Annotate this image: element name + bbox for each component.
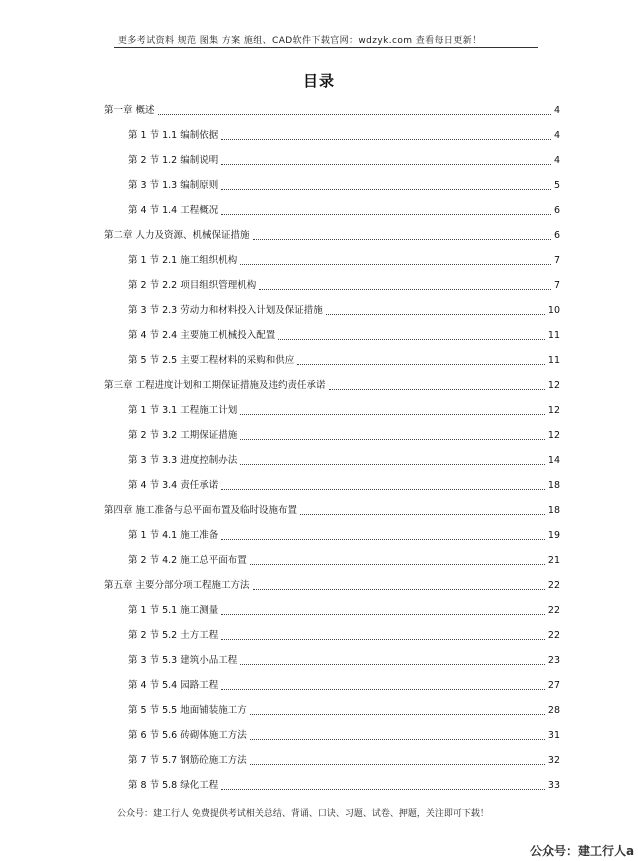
toc-section-row: [128, 324, 560, 342]
toc-dot-leader: [240, 663, 545, 665]
toc-entry-label: 第 5 节 2.5 主要工程材料的采购和供应: [128, 355, 295, 366]
toc-page-number: 33: [547, 780, 560, 791]
toc-chapter-row: [104, 99, 560, 117]
toc-section-row: [128, 199, 560, 217]
toc-page-number: 28: [547, 705, 560, 716]
toc-page-number: 4: [553, 155, 560, 166]
toc-entry-label: 第三章 工程进度计划和工期保证措施及违约责任承诺: [104, 380, 326, 391]
toc-dot-leader: [240, 413, 545, 415]
toc-page-number: 12: [547, 405, 560, 416]
toc-dot-leader: [259, 288, 551, 290]
toc-entry-label: 第 8 节 5.8 绿化工程: [128, 780, 219, 791]
toc-page-number: 22: [547, 630, 560, 641]
toc-page-number: 10: [547, 305, 560, 316]
toc-chapter-row: [104, 499, 560, 517]
toc-section-row: [128, 449, 560, 467]
toc-dot-leader: [221, 488, 545, 490]
toc-title: 目录: [302, 72, 335, 90]
toc-page-number: 19: [547, 530, 560, 541]
toc-entry-label: 第 2 节 2.2 项目组织管理机构: [128, 280, 257, 291]
toc-section-row: [128, 274, 560, 292]
toc-section-row: [128, 299, 560, 317]
toc-page-number: 22: [547, 580, 560, 591]
toc-entry-label: 第 2 节 1.2 编制说明: [128, 155, 219, 166]
toc-section-row: [128, 474, 560, 492]
toc-section-row: [128, 699, 560, 717]
toc-entry-label: 第 1 节 3.1 工程施工计划: [128, 405, 238, 416]
toc-section-row: [128, 774, 560, 792]
toc-dot-leader: [221, 538, 545, 540]
page-header-text: 更多考试资料 规范 图集 方案 施组、CAD软件下载官网：wdzyk.com 查看每日更新！: [118, 36, 482, 46]
toc-page-number: 27: [547, 680, 560, 691]
toc-dot-leader: [221, 788, 545, 790]
toc-dot-leader: [250, 713, 545, 715]
toc-page-number: 18: [547, 505, 560, 516]
toc-section-row: [128, 599, 560, 617]
toc-dot-leader: [221, 688, 545, 690]
toc-page-number: 12: [547, 430, 560, 441]
toc-entry-label: 第 3 节 3.3 进度控制办法: [128, 455, 238, 466]
toc-dot-leader: [240, 438, 545, 440]
toc-page-number: 32: [547, 755, 560, 766]
toc-entry-label: 第 4 节 5.4 园路工程: [128, 680, 219, 691]
toc-section-row: [128, 149, 560, 167]
toc-dot-leader: [158, 113, 551, 115]
toc-entry-label: 第 1 节 2.1 施工组织机构: [128, 255, 238, 266]
toc-dot-leader: [253, 588, 545, 590]
toc-entry-label: 第 4 节 1.4 工程概况: [128, 205, 219, 216]
toc-chapter-row: [104, 224, 560, 242]
toc-page-number: 11: [547, 330, 560, 341]
toc-entry-label: 第 2 节 4.2 施工总平面布置: [128, 555, 247, 566]
toc-entry-label: 第 3 节 1.3 编制原则: [128, 180, 219, 191]
toc-entry-label: 第 1 节 4.1 施工准备: [128, 530, 219, 541]
toc-page-number: 7: [553, 280, 560, 291]
toc-dot-leader: [300, 513, 545, 515]
toc-entry-label: 第 3 节 2.3 劳动力和材料投入计划及保证措施: [128, 305, 323, 316]
page-footer-text: 公众号：建工行人 免费提供考试相关总结、背诵、口诀、习题、试卷、押题，关注即可下载！: [117, 809, 489, 819]
toc-page-number: 18: [547, 480, 560, 491]
watermark: 公众号：建工行人a: [530, 844, 635, 858]
toc-section-row: [128, 724, 560, 742]
toc-entry-label: 第 6 节 5.6 砖砌体施工方法: [128, 730, 247, 741]
toc-entry-label: 第五章 主要分部分项工程施工方法: [104, 580, 250, 591]
toc-section-row: [128, 749, 560, 767]
toc-page-number: 11: [547, 355, 560, 366]
toc-entry-label: 第 3 节 5.3 建筑小品工程: [128, 655, 238, 666]
toc-section-row: [128, 424, 560, 442]
toc-section-row: [128, 249, 560, 267]
toc-dot-leader: [326, 313, 545, 315]
toc-dot-leader: [278, 338, 545, 340]
toc-entry-label: 第 2 节 5.2 土方工程: [128, 630, 219, 641]
toc-page-number: 23: [547, 655, 560, 666]
toc-entry-label: 第 1 节 1.1 编制依据: [128, 130, 219, 141]
toc-page-number: 22: [547, 605, 560, 616]
toc-dot-leader: [221, 188, 551, 190]
toc-section-row: [128, 399, 560, 417]
toc-entry-label: 第一章 概述: [104, 105, 155, 116]
toc-entry-label: 第 4 节 2.4 主要施工机械投入配置: [128, 330, 276, 341]
header-divider: [114, 47, 538, 48]
toc-entry-label: 第 7 节 5.7 钢筋砼施工方法: [128, 755, 247, 766]
toc-page-number: 5: [553, 180, 560, 191]
toc-page-number: 6: [553, 205, 560, 216]
toc-dot-leader: [221, 638, 545, 640]
toc-entry-label: 第 2 节 3.2 工期保证措施: [128, 430, 238, 441]
toc-dot-leader: [221, 138, 551, 140]
toc-page-number: 14: [547, 455, 560, 466]
toc-section-row: [128, 549, 560, 567]
toc-dot-leader: [297, 363, 545, 365]
toc-chapter-row: [104, 374, 560, 392]
toc-page-number: 31: [547, 730, 560, 741]
toc-section-row: [128, 174, 560, 192]
toc-chapter-row: [104, 574, 560, 592]
toc-entry-label: 第 1 节 5.1 施工测量: [128, 605, 219, 616]
toc-page-number: 4: [553, 105, 560, 116]
toc-page-number: 21: [547, 555, 560, 566]
toc-section-row: [128, 349, 560, 367]
toc-dot-leader: [221, 213, 551, 215]
toc-dot-leader: [329, 388, 545, 390]
toc-entry-label: 第 4 节 3.4 责任承诺: [128, 480, 219, 491]
toc-entry-label: 第四章 施工准备与总平面布置及临时设施布置: [104, 505, 298, 516]
toc-dot-leader: [240, 263, 551, 265]
toc-dot-leader: [240, 463, 545, 465]
toc-dot-leader: [221, 163, 551, 165]
toc-section-row: [128, 649, 560, 667]
toc-entry-label: 第二章 人力及资源、机械保证措施: [104, 230, 250, 241]
toc-section-row: [128, 624, 560, 642]
toc-section-row: [128, 524, 560, 542]
toc-page-number: 12: [547, 380, 560, 391]
toc-dot-leader: [250, 738, 545, 740]
toc-dot-leader: [250, 763, 545, 765]
toc-dot-leader: [221, 613, 545, 615]
toc-page-number: 4: [553, 130, 560, 141]
toc-entry-label: 第 5 节 5.5 地面铺装施工方: [128, 705, 247, 716]
toc-dot-leader: [250, 563, 545, 565]
toc-page-number: 6: [553, 230, 560, 241]
toc-section-row: [128, 674, 560, 692]
toc-section-row: [128, 124, 560, 142]
toc-page-number: 7: [553, 255, 560, 266]
toc-dot-leader: [253, 238, 551, 240]
